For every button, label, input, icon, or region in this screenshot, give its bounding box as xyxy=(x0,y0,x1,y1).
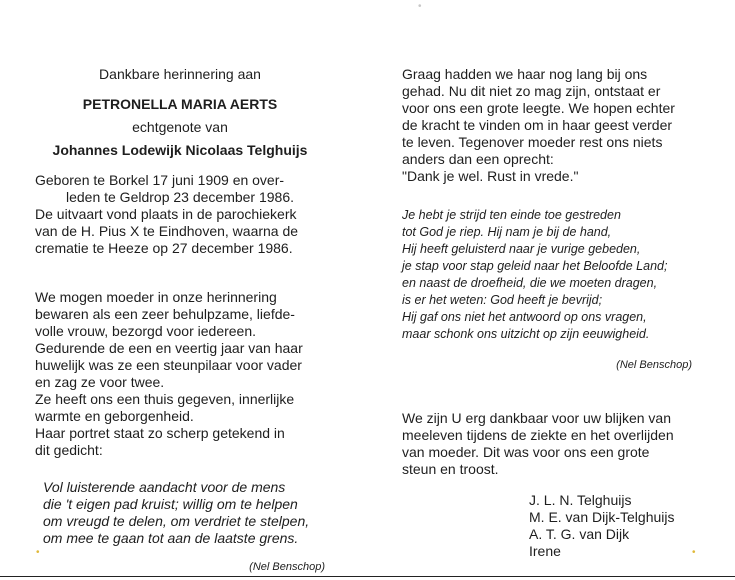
text-line: steun en troost. xyxy=(402,461,499,477)
birth-paragraph xyxy=(35,172,325,257)
text-line: crematie te Heeze op 27 december 1986. xyxy=(35,240,293,256)
text-line: We mogen moeder in onze herinnering xyxy=(35,289,277,305)
poem-line: Hij heeft geluisterd naar je vurige gebeden, xyxy=(402,242,641,256)
signature-line: J. L. N. Telghuijs xyxy=(529,492,632,508)
poem-line: je stap voor stap geleid naar het Beloofde Land; xyxy=(402,259,668,273)
text-line: "Dank je wel. Rust in vrede." xyxy=(402,168,579,184)
text-line: en zag ze voor twee. xyxy=(35,374,165,390)
right-poem xyxy=(402,207,692,343)
text-line: de kracht te vinden om in haar geest verder xyxy=(402,117,673,133)
text-line: meeleven tijdens de ziekte en het overlijden xyxy=(402,427,674,443)
text-line: Geboren te Borkel 17 juni 1909 en over- xyxy=(35,172,285,188)
signature-line: Irene xyxy=(529,543,561,559)
memory-paragraph xyxy=(35,289,325,459)
poem-line: om vreugd te delen, om verdriet te stelpen, xyxy=(43,513,310,529)
gold-dot-marker: • xyxy=(36,547,40,558)
poem-line: Je hebt je strijd ten einde toe gestreden xyxy=(402,208,621,222)
signature-line: M. E. van Dijk-Telghuijs xyxy=(529,509,675,525)
text-line: De uitvaart vond plaats in de parochiekerk xyxy=(35,206,297,222)
poem-credit: (Nel Benschop) xyxy=(616,359,692,371)
signature-line: A. T. G. van Dijk xyxy=(529,526,630,542)
left-poem xyxy=(35,479,325,547)
poem-line: die 't eigen pad kruist; willig om te helpen xyxy=(43,496,298,512)
spouse-name: Johannes Lodewijk Nicolaas Telghuijs xyxy=(52,142,308,158)
text-line: dit gedicht: xyxy=(35,442,103,458)
text-line: anders dan een oprecht: xyxy=(402,151,554,167)
text-line: leden te Geldrop 23 december 1986. xyxy=(65,189,295,205)
relation-text: echtgenote van xyxy=(132,119,228,135)
poem-line: Vol luisterende aandacht voor de mens xyxy=(43,479,286,495)
poem-line: om mee te gaan tot aan de laatste grens. xyxy=(43,530,299,546)
poem-line: is er het weten: God heeft je bevrijd; xyxy=(402,293,603,307)
text-line: volle vrouw, bezorgd voor iedereen. xyxy=(35,323,257,339)
text-line: te leven. Tegenover moeder rest ons niets xyxy=(402,134,663,150)
poem-line: en naast de droefheid, die we moeten dragen, xyxy=(402,276,658,290)
gold-dot-marker: • xyxy=(418,1,422,12)
closing-paragraph xyxy=(402,66,692,185)
text-line: warmte en geborgenheid. xyxy=(35,408,194,424)
poem-line: Hij gaf ons niet het antwoord op ons vragen, xyxy=(402,310,647,324)
poem-line: maar schonk ons uitzicht op zijn eeuwigheid. xyxy=(402,327,650,341)
poem-line: tot God je riep. Hij nam je bij de hand, xyxy=(402,225,612,239)
text-line: Haar portret staat zo scherp getekend in xyxy=(35,425,285,441)
text-line: bewaren als een zeer behulpzame, liefde- xyxy=(35,306,295,322)
text-line: Ze heeft ons een thuis gegeven, innerlijke xyxy=(35,391,295,407)
poem-credit: (Nel Benschop) xyxy=(249,561,325,573)
text-line: huwelijk was ze een steunpilaar voor vader xyxy=(35,357,302,373)
right-column xyxy=(402,66,692,560)
bottom-border-line xyxy=(0,576,735,577)
text-line: Graag hadden we haar nog lang bij ons xyxy=(402,66,648,82)
text-line: van de H. Pius X te Eindhoven, waarna de xyxy=(35,223,299,239)
thanks-paragraph xyxy=(402,410,692,478)
deceased-name: PETRONELLA MARIA AERTS xyxy=(82,96,278,112)
signatures-block xyxy=(402,492,692,560)
text-line: van moeder. Dit was voor ons een grote xyxy=(402,444,650,460)
text-line: voor ons een grote leegte. We hopen echter xyxy=(402,100,675,116)
intro-text: Dankbare herinnering aan xyxy=(99,66,261,82)
text-line: Gedurende de een en veertig jaar van haar xyxy=(35,340,303,356)
left-column xyxy=(35,66,325,576)
gold-dot-marker: • xyxy=(692,547,696,558)
text-line: We zijn U erg dankbaar voor uw blijken van xyxy=(402,410,671,426)
text-line: gehad. Nu dit niet zo mag zijn, ontstaat er xyxy=(402,83,661,99)
